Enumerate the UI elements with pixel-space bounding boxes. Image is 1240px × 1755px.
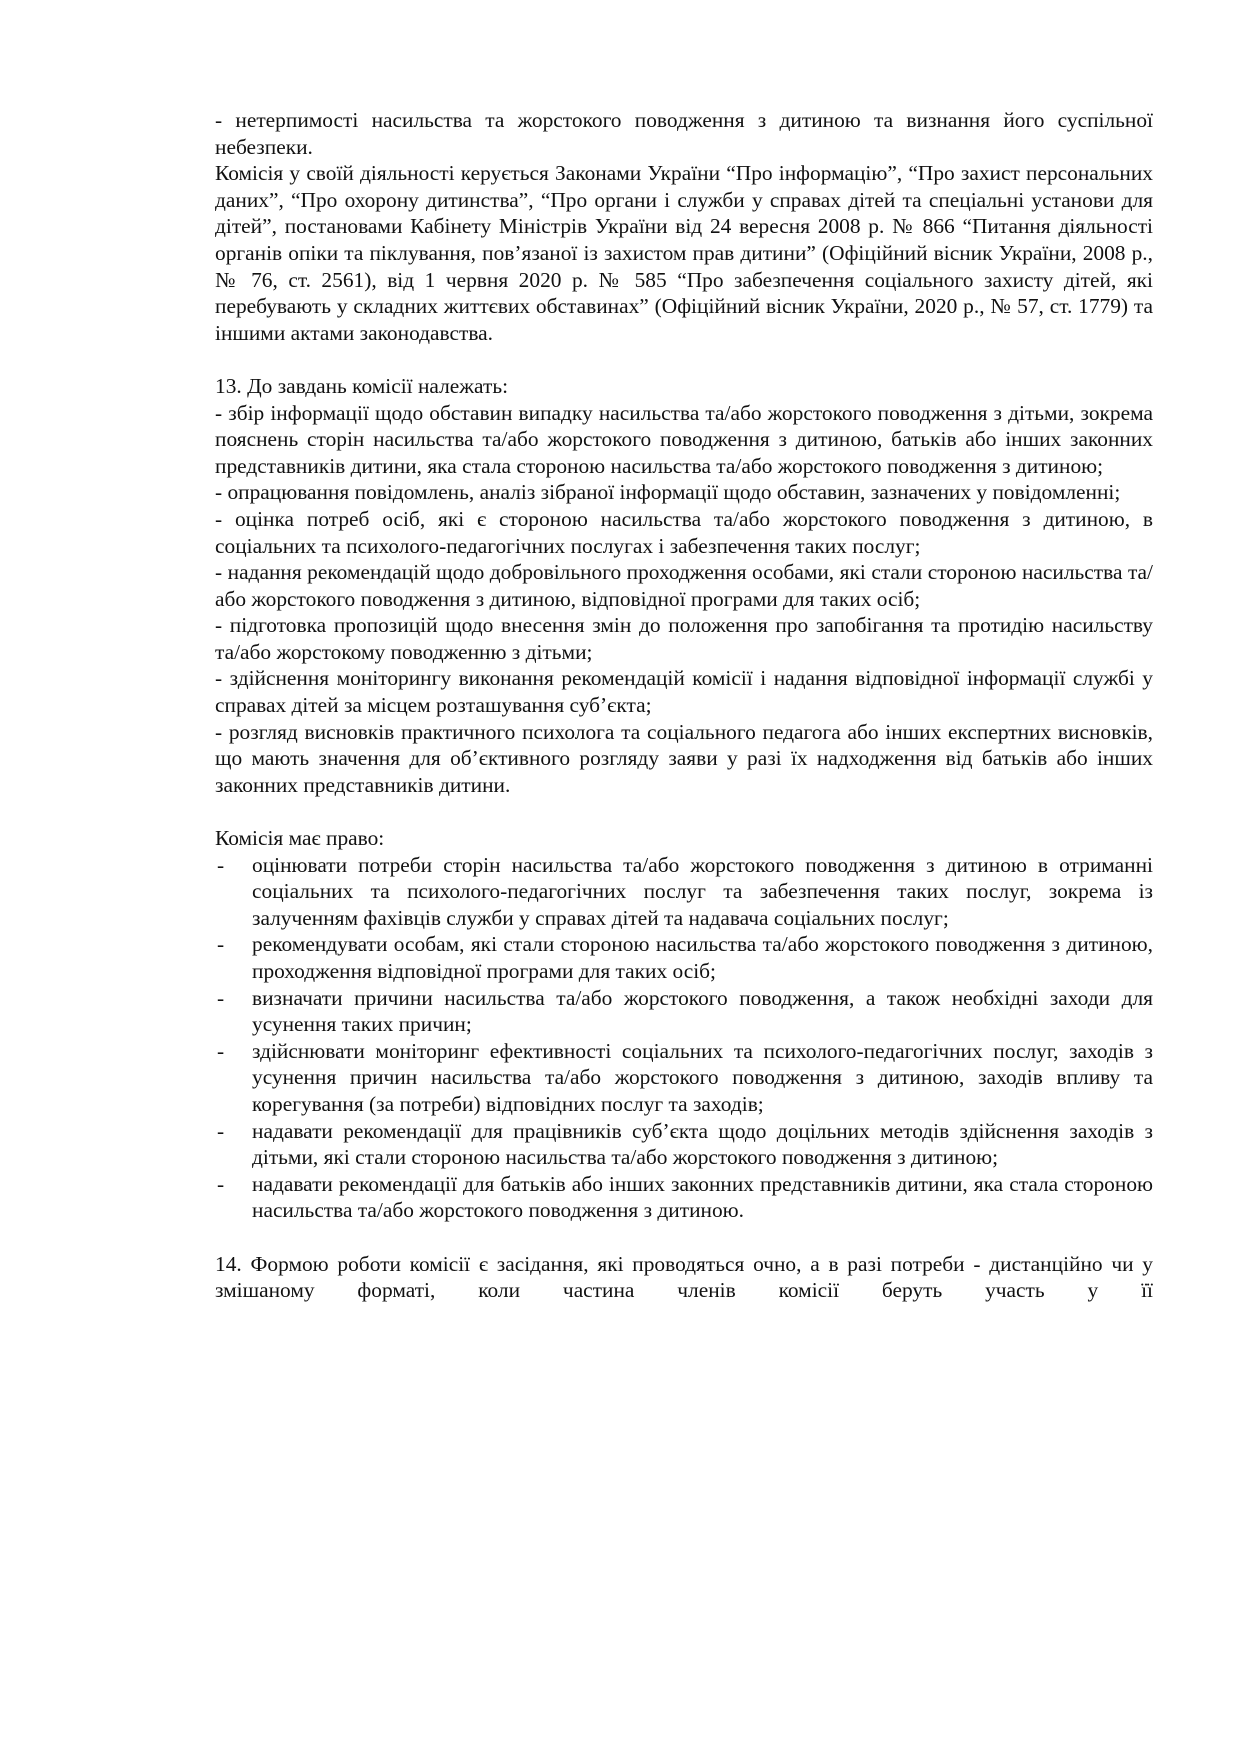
page-body bbox=[215, 107, 1153, 1304]
paragraph-gap bbox=[215, 1224, 1153, 1251]
task-item: - здійснення моніторингу виконання рекомендацій комісії і надання відповідної інформації службі у справах дітей за місцем розташування суб’єкта; bbox=[215, 666, 1153, 718]
dash-bullet-icon: - bbox=[217, 852, 225, 877]
task-item: - підготовка пропозицій щодо внесення змін до положення про запобігання та протидію насильству та/або жорстокому поводженню з дітьми; bbox=[215, 613, 1153, 664]
section-13-heading: 13. До завдань комісії належать: bbox=[215, 373, 509, 398]
task-item: - збір інформації щодо обставин випадку насильства та/або жорстокого поводження з дітьми, зокрема пояснень сторін насильства та/або жорстокого поводження з дитиною, батьків або інших законних представників дитини, яка стала стороною насильства та/або жорстокого поводження з дитиною; bbox=[215, 400, 1153, 478]
rights-item-text: рекомендувати особам, які стали стороною насильства та/або жорстокого поводження з дитиною, проходження відповідної програми для таких осіб; bbox=[252, 932, 1153, 983]
section-14-paragraph: 14. Формою роботи комісії є засідання, які проводяться очно, а в разі потреби - дистанційно чи у змішаному форматі, коли частина членів комісії беруть участь у її bbox=[215, 1251, 1153, 1303]
rights-item-text: визначати причини насильства та/або жорстокого поводження, а також необхідні заходи для усунення таких причин; bbox=[252, 985, 1153, 1037]
rights-list-item bbox=[215, 1171, 1153, 1224]
dash-bullet-icon: - bbox=[217, 932, 225, 957]
rights-list-item bbox=[215, 931, 1153, 984]
rights-item-text: оцінювати потреби сторін насильства та/або жорстокого поводження з дитиною в отриманні соціальних та психолого-педагогічних послуг та забезпечення таких послуг, зокрема із залученням фахівців служби у справах дітей та надавача соціальних послуг; bbox=[252, 852, 1153, 930]
rights-list-item bbox=[215, 1038, 1153, 1118]
intro-dash-item: - нетерпимості насильства та жорстокого поводження з дитиною та визнання його суспільної небезпеки. bbox=[215, 108, 1153, 159]
rights-item-text: надавати рекомендації для батьків або інших законних представників дитини, яка стала стороною насильства та/або жорстокого поводження з дитиною. bbox=[252, 1171, 1153, 1223]
rights-list-item bbox=[215, 985, 1153, 1038]
dash-bullet-icon: - bbox=[217, 1038, 225, 1063]
dash-bullet-icon: - bbox=[217, 985, 225, 1010]
rights-item-text: надавати рекомендації для працівників суб’єкта щодо доцільних методів здійснення заходів з дітьми, які стали стороною насильства та/або жорстокого поводження з дитиною; bbox=[252, 1118, 1153, 1170]
task-item: - розгляд висновків практичного психолога та соціального педагога або інших експертних висновків, що мають значення для об’єктивного розгляду заяви у разі їх надходження від батьків або інших законних представників дитини. bbox=[215, 719, 1153, 797]
rights-item-text: здійснювати моніторинг ефективності соціальних та психолого-педагогічних послуг, заходів з усунення причин насильства та/або жорстокого поводження з дитиною, заходів впливу та корегування (за потреби) відповідних послуг та заходів; bbox=[252, 1038, 1153, 1116]
task-item: - оцінка потреб осіб, які є стороною насильства та/або жорстокого поводження з дитиною, в соціальних та психолого-педагогічних послугах і забезпечення таких послуг; bbox=[215, 506, 1153, 558]
rights-heading: Комісія має право: bbox=[215, 826, 385, 851]
rights-list bbox=[215, 852, 1153, 1224]
paragraph-gap bbox=[215, 346, 1153, 373]
task-item: - опрацювання повідомлень, аналіз зібраної інформації щодо обставин, зазначених у повідомленні; bbox=[215, 480, 1121, 505]
legal-basis-paragraph: Комісія у своїй діяльності керується Законами України “Про інформацію”, “Про захист персональних даних”, “Про охорону дитинства”, “Про органи і служби у справах дітей та спеціальні установи для дітей”, постановами Кабінету Міністрів України від 24 вересня 2008 р. № 866 “Питання діяльності органів опіки та піклування, пов’язаної із захистом прав дитини” (Офіційний вісник України, 2008 р., № 76, ст. 2561), від 1 червня 2020 р. № 585 “Про забезпечення соціального захисту дітей, які перебувають у складних життєвих обставинах” (Офіційний вісник України, 2020 р., № 57, ст. 1779) та іншими актами законодавства. bbox=[215, 161, 1153, 345]
rights-list-item bbox=[215, 1118, 1153, 1171]
rights-list-item bbox=[215, 852, 1153, 932]
dash-bullet-icon: - bbox=[217, 1171, 225, 1196]
paragraph-gap bbox=[215, 798, 1153, 825]
dash-bullet-icon: - bbox=[217, 1118, 225, 1143]
task-item: - надання рекомендацій щодо добровільного проходження особами, які стали стороною насильства та/або жорстокого поводження з дитиною, відповідної програми для таких осіб; bbox=[215, 560, 1153, 611]
